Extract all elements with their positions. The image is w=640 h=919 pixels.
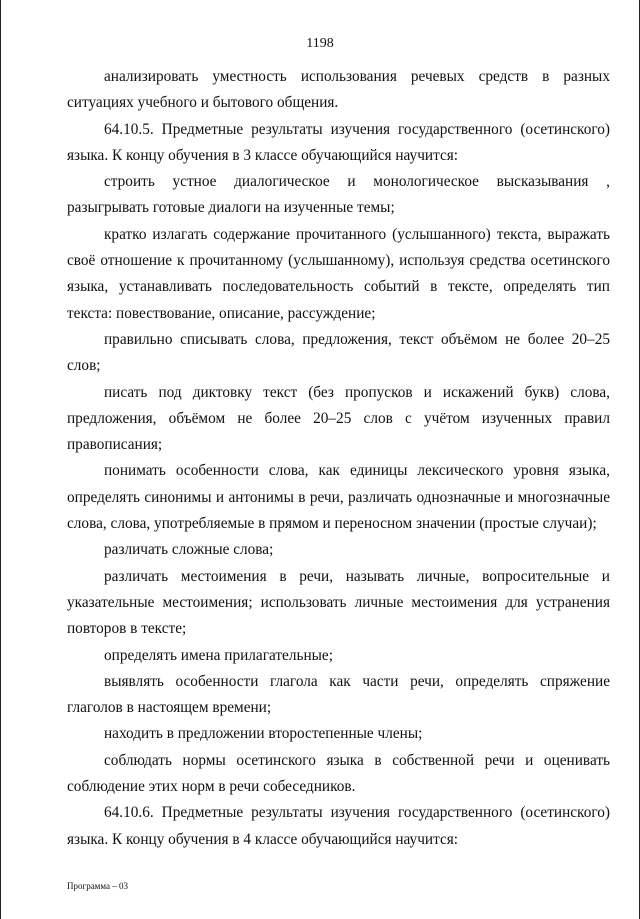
paragraph-4: кратко излагать содержание прочитанного (услышанного) текста, выражать своё отношение к прочитанному (услышанному), используя средства осетинского языка, устанавливать последовательность событий в тексте, определять тип текста: повествование, описание, рассуждение; [67,225,610,322]
page-footer: Программа – 03 [67,881,129,891]
paragraph-3: строить устное диалогическое и монологическое высказывания , разыгрывать готовые диалоги на изученные темы; [67,173,610,217]
page-number: 1198 [306,36,334,51]
paragraph-1: анализировать уместность использования речевых средств в разных ситуациях учебного и бытового общения. [67,68,610,112]
scan-edge-left [0,0,1,919]
document-body [67,64,610,853]
paragraph-13: соблюдать нормы осетинского языка в собственной речи и оценивать соблюдение этих норм в речи собеседников. [67,751,610,796]
paragraph-14: 64.10.6. Предметные результаты изучения государственного (осетинского) языка. К концу обучения в 4 классе обучающийся научится: [67,804,610,848]
paragraph-9: различать местоимения в речи, называть личные, вопросительные и указательные местоимения; использовать личные местоимения для устранения повторов в тексте; [67,567,610,638]
paragraph-6: писать под диктовку текст (без пропусков и искажений букв) слова, предложения, объёмом не более 20–25 слов с учётом изученных правил правописания; [67,383,610,454]
paragraph-12: находить в предложении второстепенные члены; [104,725,423,743]
paragraph-7: понимать особенности слова, как единицы лексического уровня языка, определять синонимы и антонимы в речи, различать однозначные и многозначные слова, слова, употребляемые в прямом и переносном значении (простые случаи); [67,462,610,533]
paragraph-11: выявлять особенности глагола как части речи, определять спряжение глаголов в настоящем времени; [67,672,610,717]
paragraph-2: 64.10.5. Предметные результаты изучения государственного (осетинского) языка. К концу обучения в 3 классе обучающийся научится: [67,120,610,164]
paragraph-8: различать сложные слова; [104,541,274,559]
paragraph-10: определять имена прилагательные; [104,646,333,664]
paragraph-5: правильно списывать слова, предложения, текст объёмом не более 20–25 слов; [67,330,610,375]
